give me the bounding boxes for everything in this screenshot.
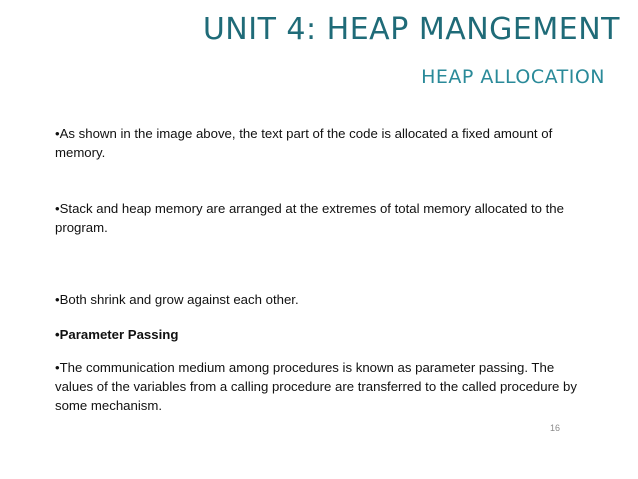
bullet-parameter-passing-heading: •Parameter Passing — [55, 327, 179, 342]
bullet-parameter-passing-description: •The communication medium among procedures is known as parameter passing. The values of the variables from a calling procedure are transferred to the called procedure by some mechanism. — [55, 360, 577, 413]
bullet-stack-heap: •Stack and heap memory are arranged at the extremes of total memory allocated to the program. — [55, 201, 564, 235]
bullet-shrink-grow: •Both shrink and grow against each other. — [55, 292, 299, 307]
page-number: 16 — [550, 423, 561, 433]
slide-subtitle: HEAP ALLOCATION — [421, 66, 605, 88]
bullet-text-allocation: •As shown in the image above, the text part of the code is allocated a fixed amount of memory. — [55, 126, 553, 160]
slide-title: UNIT 4: HEAP MANGEMENT — [202, 12, 620, 47]
